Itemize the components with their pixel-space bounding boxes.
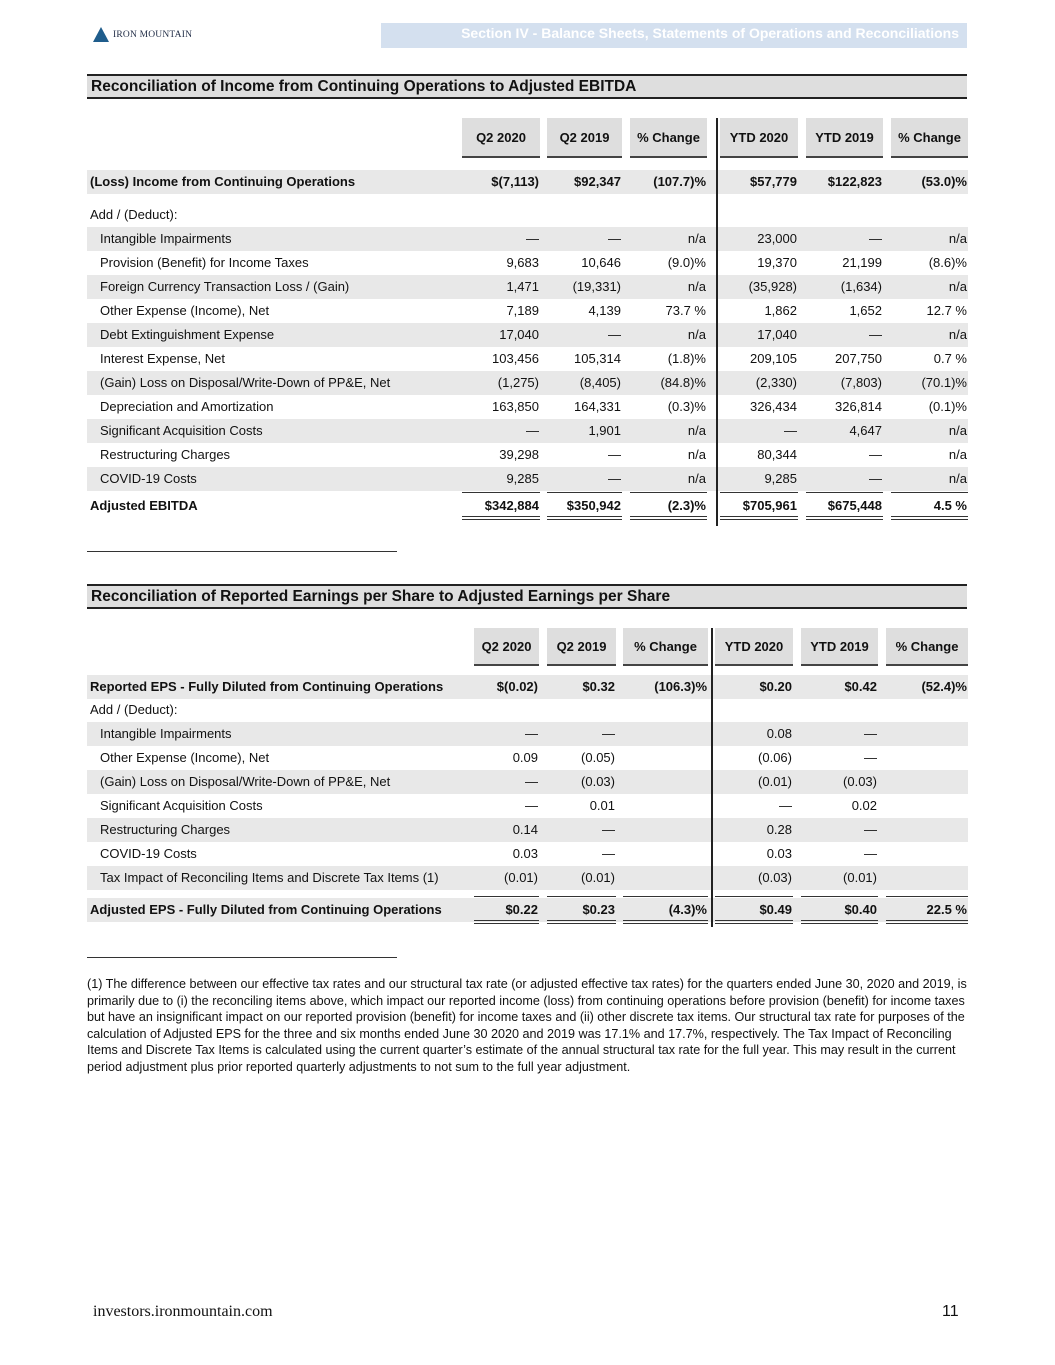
cell-value: (9.0)% xyxy=(667,255,706,270)
eps-column-header: YTD 2020 xyxy=(715,628,793,666)
section-banner: Section IV - Balance Sheets, Statements of Operations and Reconciliations xyxy=(381,23,967,48)
cell-value: 7,189 xyxy=(506,303,539,318)
cell-value: 0.14 xyxy=(512,822,538,837)
cell-value: 326,814 xyxy=(835,399,882,414)
ebitda-table-row xyxy=(87,275,968,299)
ebitda-column-header: % Change xyxy=(630,118,707,158)
cell-value: 80,344 xyxy=(757,447,797,462)
cell-value: 4,647 xyxy=(849,423,882,438)
total-double-underline xyxy=(623,920,708,924)
eps-column-header: % Change xyxy=(886,628,968,666)
ebitda-table-row xyxy=(87,443,968,467)
total-double-underline xyxy=(547,516,622,520)
cell-value: $0.42 xyxy=(844,679,877,694)
row-label: (Gain) Loss on Disposal/Write-Down of PP&E, Net xyxy=(100,774,391,789)
cell-value: — xyxy=(864,726,877,741)
cell-value: (0.03) xyxy=(843,774,877,789)
cell-value: 105,314 xyxy=(574,351,621,366)
cell-value: (1,275) xyxy=(497,375,539,390)
total-double-underline xyxy=(891,516,968,520)
cell-value: — xyxy=(525,798,538,813)
cell-value: n/a xyxy=(687,423,706,438)
ebitda-column-header: Q2 2019 xyxy=(547,118,622,158)
total-double-underline xyxy=(886,920,968,924)
cell-value: 326,434 xyxy=(750,399,797,414)
ebitda-table-row xyxy=(87,494,968,518)
cell-value: 0.03 xyxy=(766,846,792,861)
cell-value: 19,370 xyxy=(757,255,797,270)
ebitda-column-header: YTD 2020 xyxy=(720,118,798,158)
total-top-rule xyxy=(806,492,883,493)
ebitda-table-row xyxy=(87,467,968,491)
eps-table-row xyxy=(87,818,968,842)
eps-table-row xyxy=(87,698,968,722)
eps-table-row xyxy=(87,866,968,890)
cell-value: (19,331) xyxy=(572,279,621,294)
cell-value: $342,884 xyxy=(484,498,539,513)
cell-value: 0.28 xyxy=(766,822,792,837)
cell-value: $(0.02) xyxy=(496,679,538,694)
eps-column-header: % Change xyxy=(623,628,708,666)
row-label: Foreign Currency Transaction Loss / (Gain) xyxy=(100,279,350,294)
cell-value: $(7,113) xyxy=(491,174,539,189)
cell-value: (84.8)% xyxy=(660,375,706,390)
row-label: Other Expense (Income), Net xyxy=(100,303,270,318)
total-top-rule xyxy=(474,896,539,897)
row-label: Interest Expense, Net xyxy=(100,351,226,366)
cell-value: $0.40 xyxy=(844,902,877,917)
eps-table-row xyxy=(87,770,968,794)
cell-value: n/a xyxy=(948,423,967,438)
total-double-underline xyxy=(462,516,540,520)
row-label: (Loss) Income from Continuing Operations xyxy=(90,174,356,189)
ebitda-table-row xyxy=(87,299,968,323)
logo-text: IRON MOUNTAIN xyxy=(113,29,193,40)
cell-value: — xyxy=(869,447,882,462)
total-top-rule xyxy=(547,492,622,493)
cell-value: 1,471 xyxy=(506,279,539,294)
cell-value: — xyxy=(864,822,877,837)
ebitda-column-header: YTD 2019 xyxy=(806,118,883,158)
cell-value: 0.08 xyxy=(766,726,792,741)
cell-value: 9,285 xyxy=(506,471,539,486)
cell-value: n/a xyxy=(687,279,706,294)
cell-value: (2,330) xyxy=(755,375,797,390)
row-label: Depreciation and Amortization xyxy=(100,399,274,414)
ebitda-table-row xyxy=(87,251,968,275)
cell-value: — xyxy=(869,231,882,246)
cell-value: (8.6)% xyxy=(928,255,967,270)
ebitda-table-row xyxy=(87,203,968,227)
cell-value: 209,105 xyxy=(750,351,797,366)
eps-column-header: Q2 2020 xyxy=(474,628,539,666)
eps-column-header: Q2 2019 xyxy=(547,628,616,666)
cell-value: 0.03 xyxy=(512,846,538,861)
row-label: (Gain) Loss on Disposal/Write-Down of PP&E, Net xyxy=(100,375,391,390)
cell-value: n/a xyxy=(687,327,706,342)
cell-value: 23,000 xyxy=(757,231,797,246)
cell-value: n/a xyxy=(687,231,706,246)
footer-url: investors.ironmountain.com xyxy=(93,1303,273,1320)
cell-value: $675,448 xyxy=(827,498,882,513)
cell-value: (1,634) xyxy=(840,279,882,294)
footnote: (1) The difference between our effective tax rates and our structural tax rate (or adjusted effective tax rates) for the quarters ended June 30, 2020 and 2019, is primarily due to (i) the reconciling items above, which impact our reported income (loss) from continuing operations before provision (benefit) for income taxes but have an insignificant impact on our reported provision (benefit) for income taxes and (ii) other discrete tax items. Our structural tax rate for purposes of the calculation of Adjusted EPS for the three and six months ended June 30 2020 and 2019 was 17.1% and 17.7%, respectively. The Tax Impact of Reconciling Items and Discrete Tax Items is calculated using the current quarter’s estimate of the annual structural tax rate for the full year. This may result in the current period adjustment plus prior reported quarterly adjustments to not sum to the full year adjustment. xyxy=(87,977,967,1074)
cell-value: (0.01) xyxy=(581,870,615,885)
cell-value: 12.7 % xyxy=(926,303,967,318)
cell-value: $0.20 xyxy=(759,679,792,694)
cell-value: (4.3)% xyxy=(668,902,707,917)
cell-value: 0.7 % xyxy=(933,351,967,366)
eps-table-row xyxy=(87,842,968,866)
cell-value: — xyxy=(608,471,621,486)
cell-value: (0.03) xyxy=(581,774,615,789)
cell-value: n/a xyxy=(687,471,706,486)
cell-value: (0.01) xyxy=(843,870,877,885)
ebitda-period-separator xyxy=(716,118,718,526)
cell-value: — xyxy=(608,327,621,342)
cell-value: — xyxy=(525,774,538,789)
ebitda-table-row xyxy=(87,395,968,419)
cell-value: (106.3)% xyxy=(654,679,707,694)
eps-column-header: YTD 2019 xyxy=(801,628,878,666)
row-label: COVID-19 Costs xyxy=(100,471,197,486)
cell-value: 103,456 xyxy=(492,351,539,366)
cell-value: (0.01) xyxy=(758,774,792,789)
cell-value: 17,040 xyxy=(757,327,797,342)
row-label: Adjusted EBITDA xyxy=(90,498,198,513)
cell-value: (107.7)% xyxy=(653,174,706,189)
total-double-underline xyxy=(801,920,878,924)
iron-mountain-logo xyxy=(93,27,192,42)
row-label: Add / (Deduct): xyxy=(90,702,178,717)
cell-value: (70.1)% xyxy=(921,375,967,390)
cell-value: 17,040 xyxy=(499,327,539,342)
cell-value: — xyxy=(525,726,538,741)
cell-value: — xyxy=(864,846,877,861)
cell-value: (0.01) xyxy=(504,870,538,885)
ebitda-table-row xyxy=(87,227,968,251)
total-top-rule xyxy=(547,896,616,897)
cell-value: 4.5 % xyxy=(933,498,967,513)
cell-value: 4,139 xyxy=(588,303,621,318)
row-label: Tax Impact of Reconciling Items and Discrete Tax Items (1) xyxy=(100,870,439,885)
row-label: Debt Extinguishment Expense xyxy=(100,327,275,342)
cell-value: 21,199 xyxy=(842,255,882,270)
cell-value: — xyxy=(526,231,539,246)
total-double-underline xyxy=(547,920,616,924)
cell-value: — xyxy=(869,327,882,342)
total-double-underline xyxy=(474,920,539,924)
cell-value: n/a xyxy=(948,447,967,462)
cell-value: 22.5 % xyxy=(926,902,967,917)
cell-value: 10,646 xyxy=(581,255,621,270)
ebitda-table-row xyxy=(87,419,968,443)
cell-value: (8,405) xyxy=(579,375,621,390)
cell-value: 163,850 xyxy=(492,399,539,414)
eps-table-row xyxy=(87,898,968,922)
total-top-rule xyxy=(801,896,878,897)
cell-value: 1,862 xyxy=(764,303,797,318)
cell-value: n/a xyxy=(687,447,706,462)
row-label: Reported EPS - Fully Diluted from Continuing Operations xyxy=(90,679,444,694)
cell-value: — xyxy=(779,798,792,813)
cell-value: 9,285 xyxy=(764,471,797,486)
cell-value: — xyxy=(602,846,615,861)
eps-table-row xyxy=(87,675,968,699)
cell-value: (0.3)% xyxy=(667,399,706,414)
total-top-rule xyxy=(891,492,968,493)
ebitda-table-row xyxy=(87,371,968,395)
row-label: Significant Acquisition Costs xyxy=(100,423,263,438)
row-label: Adjusted EPS - Fully Diluted from Continuing Operations xyxy=(90,902,442,917)
row-label: COVID-19 Costs xyxy=(100,846,197,861)
ebitda-divider-rule xyxy=(87,551,397,552)
eps-divider-rule xyxy=(87,957,397,958)
cell-value: (35,928) xyxy=(748,279,797,294)
row-label: Restructuring Charges xyxy=(100,822,231,837)
row-label: Significant Acquisition Costs xyxy=(100,798,263,813)
total-top-rule xyxy=(462,492,540,493)
cell-value: (2.3)% xyxy=(667,498,706,513)
row-label: Intangible Impairments xyxy=(100,231,232,246)
cell-value: $0.23 xyxy=(582,902,615,917)
cell-value: — xyxy=(608,447,621,462)
eps-table-row xyxy=(87,722,968,746)
cell-value: — xyxy=(864,750,877,765)
cell-value: (7,803) xyxy=(840,375,882,390)
ebitda-section-title: Reconciliation of Income from Continuing Operations to Adjusted EBITDA xyxy=(87,74,967,99)
total-double-underline xyxy=(630,516,707,520)
ebitda-table-row xyxy=(87,170,968,194)
eps-period-separator xyxy=(711,628,713,927)
cell-value: — xyxy=(784,423,797,438)
cell-value: (0.06) xyxy=(758,750,792,765)
row-label: Add / (Deduct): xyxy=(90,207,178,222)
cell-value: 0.02 xyxy=(851,798,877,813)
cell-value: — xyxy=(608,231,621,246)
total-double-underline xyxy=(806,516,883,520)
cell-value: $350,942 xyxy=(566,498,621,513)
cell-value: n/a xyxy=(948,471,967,486)
cell-value: $0.32 xyxy=(582,679,615,694)
ebitda-table-row xyxy=(87,323,968,347)
cell-value: — xyxy=(602,822,615,837)
mountain-logo-icon xyxy=(93,27,109,42)
row-label: Other Expense (Income), Net xyxy=(100,750,270,765)
cell-value: — xyxy=(526,423,539,438)
cell-value: n/a xyxy=(948,327,967,342)
row-label: Restructuring Charges xyxy=(100,447,231,462)
cell-value: $705,961 xyxy=(742,498,797,513)
cell-value: 1,901 xyxy=(588,423,621,438)
row-label: Provision (Benefit) for Income Taxes xyxy=(100,255,309,270)
cell-value: — xyxy=(602,726,615,741)
cell-value: n/a xyxy=(948,279,967,294)
cell-value: $0.22 xyxy=(505,902,538,917)
cell-value: 0.01 xyxy=(589,798,615,813)
ebitda-table-row xyxy=(87,347,968,371)
cell-value: $122,823 xyxy=(827,174,882,189)
cell-value: $92,347 xyxy=(574,174,621,189)
cell-value: 73.7 % xyxy=(665,303,706,318)
cell-value: 164,331 xyxy=(574,399,621,414)
ebitda-column-header: Q2 2020 xyxy=(462,118,540,158)
cell-value: (52.4)% xyxy=(921,679,967,694)
total-double-underline xyxy=(715,920,793,924)
cell-value: 1,652 xyxy=(849,303,882,318)
total-top-rule xyxy=(886,896,968,897)
total-double-underline xyxy=(720,516,798,520)
cell-value: (0.1)% xyxy=(928,399,967,414)
row-label: Intangible Impairments xyxy=(100,726,232,741)
cell-value: 0.09 xyxy=(512,750,538,765)
cell-value: 9,683 xyxy=(506,255,539,270)
cell-value: $0.49 xyxy=(759,902,792,917)
total-top-rule xyxy=(630,492,707,493)
cell-value: (0.05) xyxy=(581,750,615,765)
cell-value: 39,298 xyxy=(499,447,539,462)
cell-value: n/a xyxy=(948,231,967,246)
total-top-rule xyxy=(715,896,793,897)
eps-section-title: Reconciliation of Reported Earnings per Share to Adjusted Earnings per Share xyxy=(87,584,967,609)
cell-value: 207,750 xyxy=(835,351,882,366)
total-top-rule xyxy=(623,896,708,897)
total-top-rule xyxy=(720,492,798,493)
page-number: 11 xyxy=(942,1303,959,1320)
cell-value: (1.8)% xyxy=(667,351,706,366)
eps-table-row xyxy=(87,794,968,818)
cell-value: $57,779 xyxy=(750,174,797,189)
cell-value: (0.03) xyxy=(758,870,792,885)
cell-value: (53.0)% xyxy=(921,174,967,189)
cell-value: — xyxy=(869,471,882,486)
eps-table-row xyxy=(87,746,968,770)
ebitda-column-header: % Change xyxy=(891,118,968,158)
